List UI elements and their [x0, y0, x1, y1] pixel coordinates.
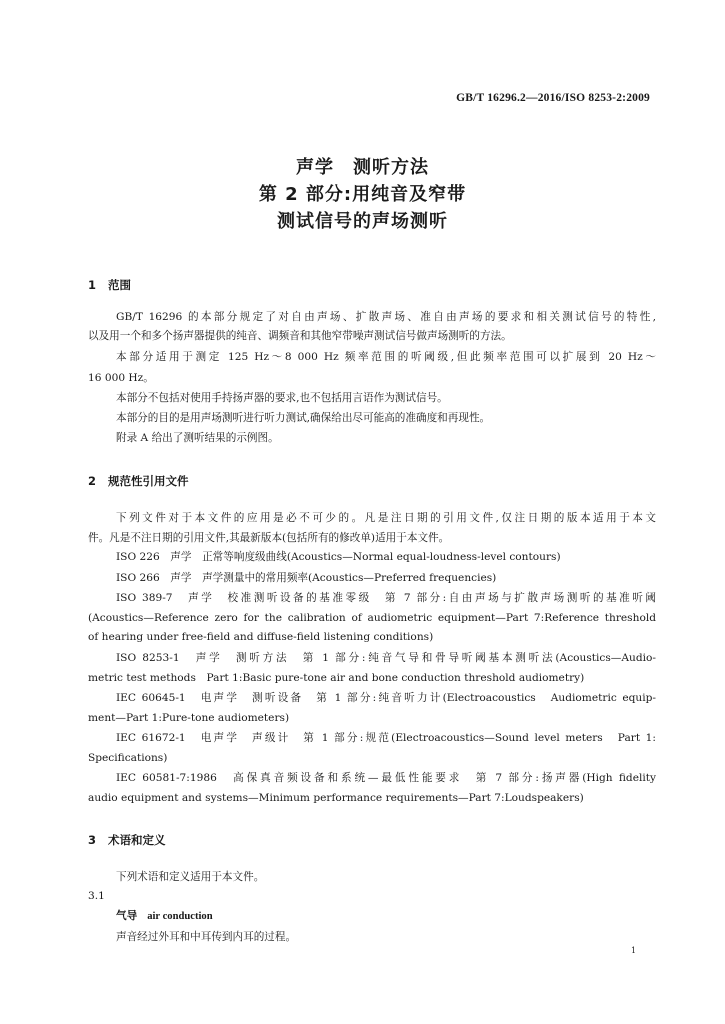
paragraph-line: 本部分的目的是用声场测听进行听力测试,确保给出尽可能高的准确度和再现性。	[116, 412, 491, 424]
term-number: 3.1	[88, 890, 105, 902]
section-title: 范围	[108, 278, 131, 292]
reference-item-continued: Specifications)	[88, 752, 168, 764]
section-heading-terms	[88, 832, 166, 848]
section-number: 2	[88, 474, 97, 488]
paragraph-line: 以及用一个和多个扬声器提供的纯音、调频音和其他窄带噪声测试信号做声场测听的方法。	[88, 330, 512, 342]
paragraph-line: 本部分适用于测定 125 Hz～8 000 Hz 频率范围的听阈级,但此频率范围可以扩展到 20 Hz～	[116, 351, 656, 363]
paragraph-line: 16 000 Hz。	[88, 372, 154, 384]
paragraph-line: 件。凡是不注日期的引用文件,其最新版本(包括所有的修改单)适用于本文件。	[88, 532, 450, 544]
reference-item: ISO 266 声学 声学测量中的常用频率(Acoustics—Preferred frequencies)	[116, 572, 497, 584]
title-line-1: 声学 测听方法	[296, 157, 429, 178]
standard-code: GB/T 16296.2—2016/ISO 8253-2:2009	[456, 92, 650, 104]
term-definition: 声音经过外耳和中耳传到内耳的过程。	[116, 931, 297, 943]
term-chinese: 气导	[116, 910, 138, 922]
section-title: 术语和定义	[108, 833, 166, 847]
section-number: 3	[88, 833, 97, 847]
reference-item-continued: ment—Part 1:Pure-tone audiometers)	[88, 712, 290, 724]
reference-item-continued: of hearing under free-field and diffuse-field listening conditions)	[88, 631, 434, 643]
section-title: 规范性引用文件	[108, 474, 189, 488]
reference-item: IEC 61672-1 电声学 声级计 第 1 部分:规范(Electroacoustics—Sound level meters Part 1:	[116, 732, 656, 744]
paragraph-line: 下列文件对于本文件的应用是必不可少的。凡是注日期的引用文件,仅注日期的版本适用于本文	[116, 512, 656, 524]
title-line-2: 第 2 部分:用纯音及窄带	[258, 184, 467, 205]
reference-item: IEC 60581-7:1986 高保真音频设备和系统—最低性能要求 第 7 部分:扬声器(High fidelity	[116, 772, 656, 784]
reference-item-continued: audio equipment and systems—Minimum performance requirements—Part 7:Loudspeakers)	[88, 792, 584, 804]
term-english: air conduction	[147, 911, 213, 922]
section-heading-normative-references	[88, 473, 189, 489]
reference-item-continued: (Acoustics—Reference zero for the calibration of audiometric equipment—Part 7:Reference threshold	[88, 612, 656, 624]
reference-item: IEC 60645-1 电声学 测听设备 第 1 部分:纯音听力计(Electroacoustics Audiometric equip-	[116, 692, 656, 704]
section-number: 1	[88, 278, 97, 292]
paragraph-line: 本部分不包括对使用手持扬声器的要求,也不包括用言语作为测试信号。	[116, 392, 448, 404]
paragraph-line: GB/T 16296 的本部分规定了对自由声场、扩散声场、准自由声场的要求和相关测试信号的特性,	[116, 311, 656, 323]
page-number: 1	[631, 946, 637, 955]
section-heading-scope	[88, 277, 131, 293]
reference-item: ISO 389-7 声学 校准测听设备的基准零级 第 7 部分:自由声场与扩散声场测听的基准听阈	[116, 592, 656, 604]
reference-item: ISO 226 声学 正常等响度级曲线(Acoustics—Normal equal-loudness-level contours)	[116, 551, 561, 563]
reference-item-continued: metric test methods Part 1:Basic pure-tone air and bone conduction threshold audiometry)	[88, 672, 585, 684]
term-entry	[116, 909, 213, 924]
reference-item: ISO 8253-1 声学 测听方法 第 1 部分:纯音气导和骨导听阈基本测听法(Acoustics—Audio-	[116, 652, 656, 664]
title-line-3: 测试信号的声场测听	[277, 211, 448, 232]
paragraph-line: 附录 A 给出了测听结果的示例图。	[116, 432, 279, 444]
paragraph-line: 下列术语和定义适用于本文件。	[116, 871, 265, 883]
